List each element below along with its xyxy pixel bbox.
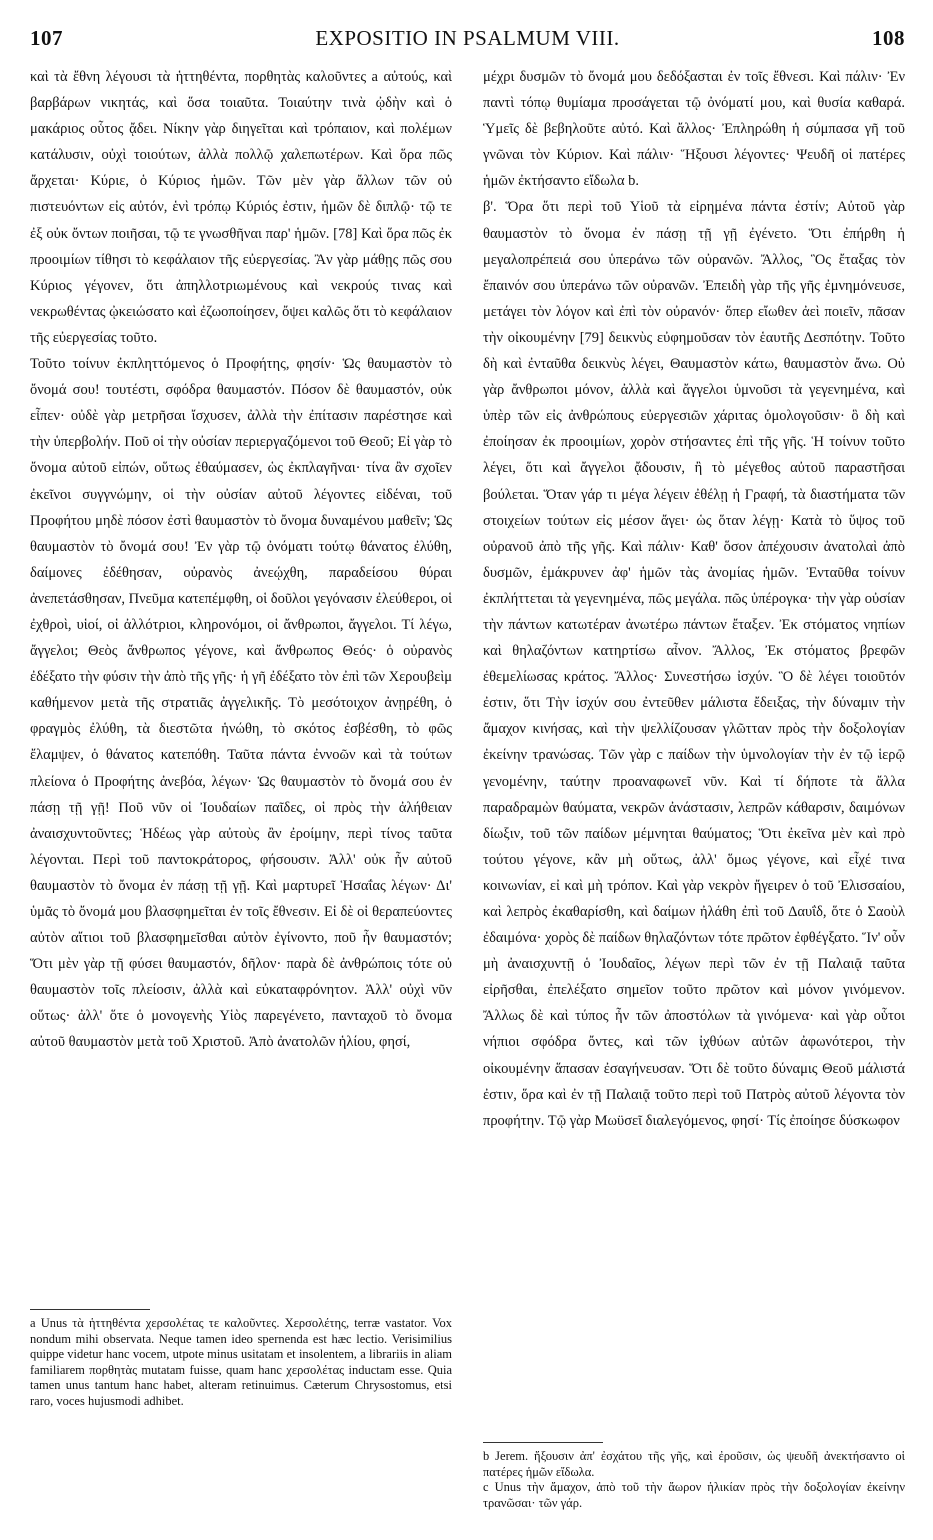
right-column-text — [483, 64, 905, 1404]
footnotes-b-c — [483, 1432, 905, 1511]
running-header — [30, 26, 905, 56]
running-title: EXPOSITIO IN PSALMUM VIII. — [315, 26, 620, 50]
paragraph: καὶ τὰ ἔθνη λέγουσι τὰ ἡττηθέντα, πορθητὰς καλοῦντες a αὐτούς, καὶ βαρβάρων νικητάς, καὶ ὅσα τοιαῦτα. Τοιαύτην τινὰ ᾠδὴν καὶ ὁ μακάριος οὗτος ᾄδει. Νίκην γὰρ διηγεῖται καὶ τρόπαιον, καὶ πολέμων κατάλυσιν, οὐχὶ τοιούτων, ἀλλὰ πολλῷ χαλεπωτέρων. Καὶ ὅρα πῶς ἄρχεται· Κύριε, ὁ Κύριος ἡμῶν. Τῶν μὲν γὰρ ἄλλων τῶν οὐ πιστευόντων εἰς αὐτόν, ἑνὶ τρόπῳ Κύριός ἐστιν, ἡμῶν δὲ διπλῷ· τῷ τε ἐξ οὐκ ὄντων ποιῆσαι, τῷ τε γνωσθῆναι παρ' ἡμῶν. [78] Καὶ ὅρα πῶς ἐκ προοιμίων τίθησι τὸ κεφάλαιον τῆς εὐεργεσίας. Ἂν γὰρ μάθῃς πῶς σου Κύριος γέγονεν, ὅτι ἀπηλλοτριωμένους καὶ νεκρούς τινας καὶ νεκρωθέντας ᾠκειώσατο καὶ ἐζωοποίησεν, ὄψει καλῶς ὅτι τὸ κεφάλαιον τῆς εὐεργεσίας τοῦτο. — [30, 69, 452, 346]
footnote-text: c Unus τὴν ἄμαχον, ἀπὸ τοῦ τὴν ἄωρον ἡλικίαν πρὸς τὴν δοξολογίαν ἐκείνην τρανῶσαι· τῶν γάρ. — [483, 1480, 905, 1510]
footnote-text: a Unus τὰ ἡττηθέντα χερσολέτας τε καλοῦντες. Χερσολέτης, terræ vastator. Vox nondum mihi observata. Neque tamen ideo spernenda est hæc lectio. Verisimilius quippe videtur hanc vocem, utpote minus usitatam et insolentem, a librariis in aliam familiarem πορθητὰς mutatam fuisse, quam hanc χερσολέτας inductam esse. Quia tamen unus tantum hanc habet, alteram retinuimus. Cæterum Chrysostomus, etsi raro, voces hujusmodi adhibet. — [30, 1316, 452, 1408]
left-column — [30, 64, 452, 1534]
left-column-text — [30, 64, 452, 1289]
footnote-rule — [483, 1442, 603, 1443]
footnote-rule — [30, 1309, 150, 1310]
footnote-a — [30, 1299, 452, 1410]
paragraph: β'. Ὅρα ὅτι περὶ τοῦ Υἱοῦ τὰ εἰρημένα πάντα ἐστίν; Αὐτοῦ γὰρ θαυμαστὸν τὸ ὄνομα ἐν πάσῃ τῇ γῇ ἐγένετο. Ὅτι ἐπήρθη ἡ μεγαλοπρέπειά σου ὑπεράνω τῶν οὐρανῶν. Ἄλλος, Ὃς ἔταξας τὸν ἔπαινόν σου ὑπεράνω τῶν οὐρανῶν. Ἐπειδὴ γὰρ τῆς γῆς ἐμνημόνευσε, μετάγει τὸν λόγον καὶ ἐπὶ τὸν οὐρανόν· ὅπερ εἴωθεν ἀεὶ ποιεῖν, πᾶσαν τὴν οἰκουμένην [79] δεικνὺς εὐφημοῦσαν τὸν ἑαυτῆς Δεσπότην. Τοῦτο δὴ καὶ ἐνταῦθα δεικνὺς λέγει, Θαυμαστὸν κάτω, θαυμαστὸν ἄνω. Οὐ γὰρ ἄνθρωποι μόνον, ἀλλὰ καὶ ἄγγελοι ὑμνοῦσι τὰ γεγενημένα, καὶ ὑπὲρ τῶν εἰς ἀνθρώπους εὐεργεσιῶν χάριτας ὁμολογοῦσιν· ὃ δὴ καὶ ἐποίησαν ἐκ προοιμίων, χορὸν στήσαντες ἐπὶ τῆς γῆς. Ἡ τοίνυν τοῦτο λέγει, ὅτι καὶ ἄγγελοι ᾄδουσιν, ἢ τὸ μέγεθος αὐτοῦ παραστῆσαι βούλεται. Ὅταν γάρ τι μέγα λέγειν ἐθέλῃ ἡ Γραφή, τὰ διαστήματα τῶν στοιχείων τούτων εἰς μέσον ἄγει· ὡς ὅταν λέγῃ· Κατὰ τὸ ὕψος τοῦ οὐρανοῦ ἀπὸ τῆς γῆς. Καὶ πάλιν· Καθ' ὅσον ἀπέχουσιν ἀνατολαὶ ἀπὸ δυσμῶν, ἐμάκρυνεν ἀφ' ἡμῶν τὰς ἀνομίας ἡμῶν. Ἐνταῦθα τοίνυν ἐκπλήττεται τὰ γεγενημένα, πῶς μεγάλα. πῶς ὑπέρογκα· τὴν γὰρ οὐσίαν τὴν πάντων κατωτέραν ἀνωτέρω πάντων ἔταξεν. Ἐκ στόματος νηπίων καὶ θηλαζόντων κατηρτίσω αἶνον. Ἄλλος, Ἐκ στόματος βρεφῶν ἐθεμελίωσας κράτος. Ἄλλος· Συνεστήσω ἰσχύν. Ὃ δὲ λέγει τοιοῦτόν ἐστιν, ὅτι Τὴν ἰσχύν σου ἐντεῦθεν μάλιστα ἔδειξας, τὴν δύναμιν τὴν ἄμαχον κινήσας, καὶ τὴν ψελλίζουσαν γλῶτταν πρὸς τὴν δοξολογίαν ἐκείνην τρανώσας. Τῶν γὰρ c παίδων τὴν ὑμνολογίαν τὴν ἐν τῷ ἱερῷ γενομένην, ταύτην προαναφωνεῖ νῦν. Καὶ τί δήποτε τὰ ἄλλα παραδραμὼν θαύματα, νεκρῶν ἀνάστασιν, λεπρῶν κάθαρσιν, δαιμόνων δίωξιν, τοῦ τῶν παίδων μέμνηται θαύματος; Ὅτι ἐκεῖνα μὲν καὶ πρὸ τούτου γέγονε, κἂν μὴ οὕτως, ἀλλ' ὅμως γέγονε, καὶ εἶχέ τινα κοινωνίαν, εἰ καὶ μὴ τρόπον. Καὶ γὰρ νεκρὸν ἤγειρεν ὁ τοῦ Ἐλισσαίου, καὶ λεπρὸς ἐκαθαρίσθη, καὶ δαίμων ἠλάθη ἐπὶ τοῦ Δαυΐδ, ὅτε ὁ Σαοὺλ ἐδαιμόνα· χορὸς δὲ παίδων θηλαζόντων τότε πρῶτον ἐφθέγξατο. Ἵν' οὖν μὴ ἀναισχυντῇ ὁ Ἰουδαῖος, λέγων περὶ τῶν ἐν τῇ Παλαιᾷ ταῦτα εἰρῆσθαι, ἐπελέξατο σημεῖον τοῦτο πρῶτον καὶ μόνον γινόμενον. Ἄλλως δὲ καὶ τύπος ἦν τῶν ἀποστόλων τὰ γινόμενα· καὶ γὰρ οὗτοι νήπιοι σφόδρα ὄντες, καὶ τῶν ἰχθύων αὐτῶν ἀφωνότεροι, τὴν οἰκουμένην ἅπασαν ἐσαγήνευσαν. Ὅτι δὲ τοῦτο δύναμις Θεοῦ μάλιστά ἐστιν, ὅρα καὶ ἐν τῇ Παλαιᾷ τοῦτο περὶ τοῦ Πατρὸς αὐτοῦ λέγοντα τὸν προφήτην. Τῷ γὰρ Μωϋσεῖ διαλεγόμενος, φησί· Τίς ἐποίησε δύσκωφον — [483, 199, 905, 1129]
page-number-right: 108 — [871, 26, 905, 50]
paragraph: Τοῦτο τοίνυν ἐκπληττόμενος ὁ Προφήτης, φησίν· Ὡς θαυμαστὸν τὸ ὄνομά σου! τουτέστι, σφόδρα θαυμαστόν. Πόσον δὲ θαυμαστόν, οὐκ εἶπεν· οὐδὲ γὰρ μετρῆσαι ἴσχυσεν, ἀλλὰ τὴν ἐπίτασιν παρέστησε καὶ τὴν ὑπερβολήν. Ποῦ οἱ τὴν οὐσίαν περιεργαζόμενοι τοῦ Θεοῦ; Εἰ γὰρ τὸ ὄνομα αὐτοῦ εἰπών, οὕτως ἐθαύμασεν, ὡς ἐκπλαγῆναι· τίνα ἂν σχοῖεν ἐκεῖνοι συγγνώμην, οἱ τὴν οὐσίαν αὐτοῦ λέγοντες εἰδέναι, τοῦ Προφήτου μηδὲ πόσον ἐστὶ θαυμαστὸν τὸ ὄνομα δυναμένου μαθεῖν; Ὡς θαυμαστὸν τὸ ὄνομά σου! Ἐν γὰρ τῷ ὀνόματι τούτῳ θάνατος ἐλύθη, δαίμονες ἐδέθησαν, οὐρανὸς ἀνεῴχθη, παραδείσου θύραι ἀνεπετάσθησαν, Πνεῦμα κατεπέμφθη, οἱ δοῦλοι γεγόνασιν ἐλεύθεροι, οἱ ἐχθροὶ, υἱοί, οἱ ἀλλότριοι, κληρονόμοι, οἱ ἄνθρωποι, ἄγγελοι. Τί λέγω, ἄγγελοι; Θεὸς ἄνθρωπος γέγονε, καὶ ἄνθρωπος Θεός· ὁ οὐρανὸς ἐδέξατο τὴν φύσιν τὴν ἀπὸ τῆς γῆς· ἡ γῆ ἐδέξατο τὸν ἐπὶ τῶν Χερουβεὶμ καθήμενον μετὰ τῆς στρατιᾶς ἀγγελικῆς. Τὸ μεσότοιχον ἀνῃρέθη, ὁ φραγμὸς ἐλύθη, τὰ διεστῶτα ἡνώθη, τὸ σκότος ἐσβέσθη, τὸ φῶς ἔλαμψεν, ὁ θάνατος κατεπόθη. Ταῦτα πάντα ἐννοῶν καὶ τὰ τούτων πλείονα ὁ Προφήτης ἀνεβόα, λέγων· Ὡς θαυμαστὸν τὸ ὄνομά σου ἐν πάσῃ τῇ γῇ! Ποῦ νῦν οἱ Ἰουδαίων παῖδες, οἱ πρὸς τὴν ἀλήθειαν ἀναισχυντοῦντες; Ἡδέως γὰρ αὐτοὺς ἂν ἐροίμην, περὶ τίνος ταῦτα λέγονται. Περὶ τοῦ παντοκράτορος, φήσουσιν. Ἀλλ' οὐκ ἦν αὐτοῦ θαυμαστὸν τὸ ὄνομα ἐν πάσῃ τῇ γῇ. Καὶ μαρτυρεῖ Ἡσαΐας λέγων· Δι' ὑμᾶς τὸ ὄνομά μου βλασφημεῖται ἐν τοῖς ἔθνεσιν. Εἰ δὲ οἱ θεραπεύοντες αὐτὸν αἴτιοι τοῦ βλασφημεῖσθαι αὐτὸν ἐγίνοντο, ποῦ ἦν θαυμαστόν; Ὅτι μὲν γὰρ τῇ φύσει θαυμαστόν, δῆλον· παρὰ δὲ ἀνθρώποις τότε οὐ θαυμαστὸν τοῖς πλείοσιν, ἀλλὰ καὶ εὐκαταφρόνητον. Ἀλλ' οὐχὶ νῦν οὕτως· ἀλλ' ὅτε ὁ μονογενὴς Υἱὸς παρεγένετο, πανταχοῦ τὸ ὄνομα αὐτοῦ θαυμαστὸν μετὰ τοῦ Χριστοῦ. Ἀπὸ ἀνατολῶν ἡλίου, φησί, — [30, 356, 452, 1051]
page-number-left: 107 — [30, 26, 63, 50]
footnote-text: b Jerem. ἥξουσιν ἀπ' ἐσχάτου τῆς γῆς, καὶ ἐροῦσιν, ὡς ψευδῆ ἀνεκτήσαντο οἱ πατέρες ἡμῶν εἴδωλα. — [483, 1449, 905, 1479]
two-column-body — [30, 64, 905, 1534]
paragraph: μέχρι δυσμῶν τὸ ὄνομά μου δεδόξασται ἐν τοῖς ἔθνεσι. Καὶ πάλιν· Ἐν παντὶ τόπῳ θυμίαμα προσάγεται τῷ ὀνόματί μου, καὶ θυσία καθαρά. Ὑμεῖς δὲ βεβηλοῦτε αὐτό. Καὶ ἄλλος· Ἐπληρώθη ἡ σύμπασα γῆ τοῦ γνῶναι τὸν Κύριον. Καὶ πάλιν· Ἥξουσι λέγοντες· Ψευδῆ οἱ πατέρες ἡμῶν ἐκτήσαντο εἴδωλα b. — [483, 69, 905, 190]
right-column — [483, 64, 905, 1534]
